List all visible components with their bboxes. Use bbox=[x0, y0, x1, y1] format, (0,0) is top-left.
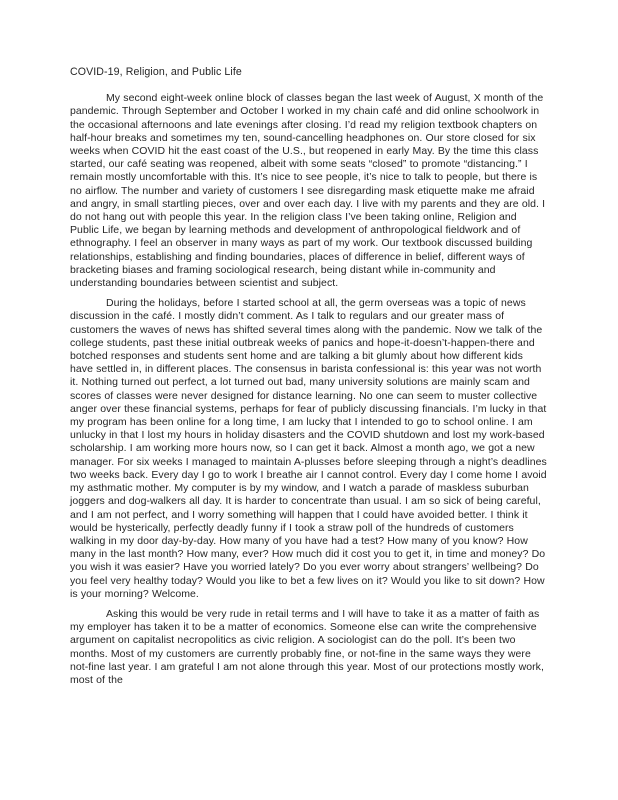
paragraph-1: My second eight-week online block of classes began the last week of August, X month of the pandemic. Through September and October I worked in my chain café and did online schoolwork in the occasional afternoons and late evenings after closing. I’d read my religion textbook chapters on half-hour breaks and sometimes my ten, sound-cancelling headphones on. Our store closed for six weeks when COVID hit the east coast of the U.S., but reopened in early May. By the time this class started, our café seating was reopened, albeit with some seats “closed” to promote “distancing.” I remain mostly uncomfortable with this. It’s nice to see people, it’s nice to talk to people, but there is no airflow. The number and variety of customers I see disregarding mask etiquette make me afraid and angry, in small startling pieces, over and over each day. I live with my parents and they are old. I do not hang out with people this year. In the religion class I’ve been taking online, Religion and Public Life, we began by learning methods and development of anthropological fieldwork and of ethnography. I feel an observer in many ways as part of my work. Our textbook discussed building relationships, establishing and finding boundaries, places of difference in belief, different ways of bracketing biases and framing sociological research, being distant while in-community and understanding boundaries between scientist and subject. bbox=[70, 92, 546, 290]
paragraph-3: Asking this would be very rude in retail terms and I will have to take it as a matter of faith as my employer has taken it to be a matter of economics. Someone else can write the comprehensive argument on capitalist necropolitics as civic religion. A sociologist can do the poll. It’s been two months. Most of my customers are currently probably fine, or not-fine in the same ways they were not-fine last year. I am grateful I am not alone through this year. Most of our protections mostly work, most of the bbox=[70, 607, 544, 686]
document-title: COVID-19, Religion, and Public Life bbox=[70, 66, 242, 78]
paragraph-2: During the holidays, before I started school at all, the germ overseas was a topic of news discussion in the café. I mostly didn’t comment. As I talk to regulars and our greater mass of customers the waves of news has shifted several times along with the pandemic. Now we talk of the college students, past these initial outbreak weeks of panics and hope-it-doesn’t-happen-there and botched responses and students sent home and are talking a bit glumly about how different kids have settled in, in different places. The consensus in barista confessional is: this year was not worth it. Nothing turned out perfect, a lot turned out bad, many university solutions are mainly scam and scores of classes were never designed for distance learning. No one can seem to muster collective anger over these financial systems, perhaps for fear of publicly discussing financials. I’m lucky in that my program has been online for a long time, I am lucky that I intended to go to school online. I am unlucky in that I lost my hours in holiday disasters and the COVID shutdown and lost my work-based scholarship. I am working more hours now, so I can get it back. Almost a month ago, we got a new manager. For six weeks I managed to maintain A-plusses before sleeping through a night’s deadlines two weeks back. Every day I go to work I breathe air I cannot control. Every day I come home I avoid my asthmatic mother. My computer is by my window, and I watch a parade of maskless suburban joggers and dog-walkers all day. It is harder to concentrate than usual. I am so sick of being careful, and I am not perfect, and I worry something will happen that I could have avoided better. I think it would be hysterically, perfectly deadly funny if I took a straw poll of the hundreds of customers walking in my door day-by-day. How many of you have had a test? How many of you know? How many in the last month? How many, ever? How much did it cost you to get it, in time and money? Do you wish it was easier? Have you worried lately? Do you ever worry about strangers’ wellbeing? Do you feel very healthy today? Would you like to bet a few lives on it? Would you like to sit down? How is your morning? Welcome. bbox=[70, 297, 547, 600]
